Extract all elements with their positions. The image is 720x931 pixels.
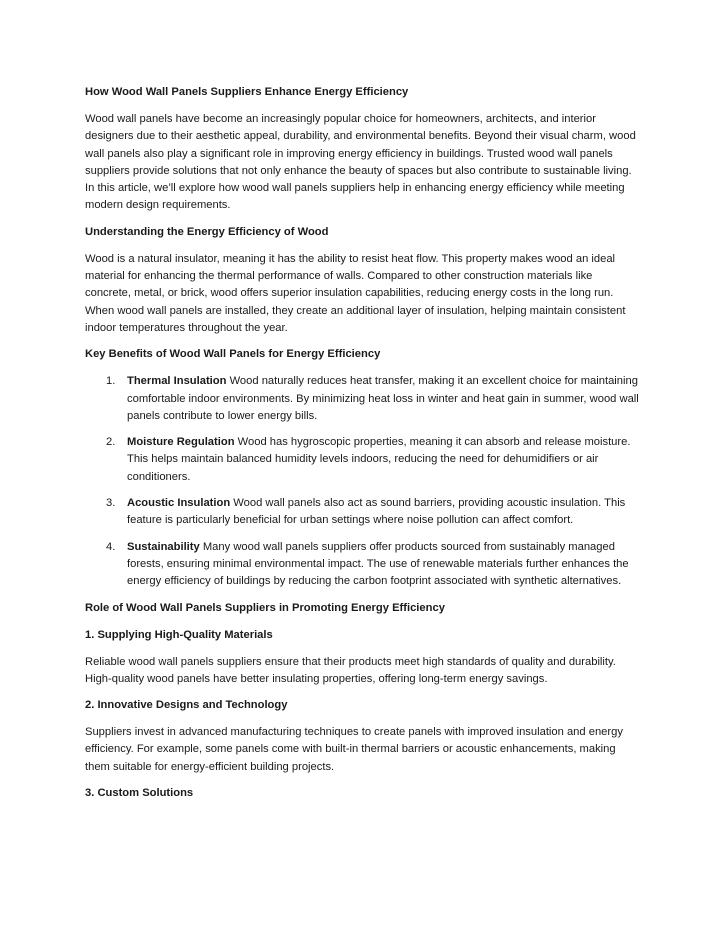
list-item-text: Many wood wall panels suppliers offer products sourced from sustainably managed forests, ensuring minimal environmental impact. The use of renewable materials further enhances the energy efficiency of buildings by reducing the carbon footprint associated with synthetic alternatives. xyxy=(127,540,629,588)
list-item-text: Wood wall panels also act as sound barriers, providing acoustic insulation. This feature is particularly beneficial for urban settings where noise pollution can affect comfort. xyxy=(127,497,626,527)
list-item xyxy=(85,373,640,425)
subheading-custom-solutions: 3. Custom Solutions xyxy=(85,787,194,800)
section-heading-supplier-role: Role of Wood Wall Panels Suppliers in Promoting Energy Efficiency xyxy=(85,601,445,614)
document-page xyxy=(85,84,640,812)
subheading-innovative-designs: 2. Innovative Designs and Technology xyxy=(85,699,288,712)
subheading-high-quality-materials: 1. Supplying High-Quality Materials xyxy=(85,628,273,641)
intro-paragraph: Wood wall panels have become an increasingly popular choice for homeowners, architects, and interior designers due to their aesthetic appeal, durability, and environmental benefits. Beyond their visual charm, wood wall panels also play a significant role in improving energy efficiency in buildings. Trusted wood wall panels suppliers provide solutions that not only enhance the beauty of spaces but also contribute to sustainable living. In this article, we’ll explore how wood wall panels suppliers help in enhancing energy efficiency while meeting modern design requirements. xyxy=(85,113,636,212)
section-heading-key-benefits: Key Benefits of Wood Wall Panels for Energy Efficiency xyxy=(85,348,381,361)
section-heading-energy-efficiency-of-wood: Understanding the Energy Efficiency of Wood xyxy=(85,225,329,238)
list-item-number: 2. xyxy=(106,436,116,449)
innovative-designs-paragraph: Suppliers invest in advanced manufacturing techniques to create panels with improved insulation and energy efficiency. For example, some panels come with built-in thermal barriers or acoustic enhancements, making them suitable for energy-efficient building projects. xyxy=(85,726,623,773)
list-item-number: 4. xyxy=(106,540,116,553)
list-item xyxy=(85,539,640,591)
list-item xyxy=(85,434,640,486)
list-item-number: 3. xyxy=(106,497,116,510)
energy-efficiency-paragraph: Wood is a natural insulator, meaning it has the ability to resist heat flow. This property makes wood an ideal material for enhancing the thermal performance of walls. Compared to other construction materials like concrete, metal, or brick, wood offers superior insulation capabilities, reducing energy costs in the long run. When wood wall panels are installed, they create an additional layer of insulation, helping maintain consistent indoor temperatures throughout the year. xyxy=(85,252,626,334)
list-item-text: Wood has hygroscopic properties, meaning it can absorb and release moisture. This helps maintain balanced humidity levels indoors, reducing the need for dehumidifiers or air conditioners. xyxy=(127,436,631,483)
article-title: How Wood Wall Panels Suppliers Enhance Energy Efficiency xyxy=(85,86,409,98)
list-item-title: Moisture Regulation xyxy=(127,436,235,449)
benefits-list xyxy=(85,373,640,590)
list-item-text: Wood naturally reduces heat transfer, making it an excellent choice for maintaining comfortable indoor environments. By minimizing heat loss in winter and heat gain in summer, wood wall panels contribute to lower energy bills. xyxy=(127,375,639,422)
list-item-title: Thermal Insulation xyxy=(127,375,227,388)
list-item-number: 1. xyxy=(106,375,116,388)
high-quality-materials-paragraph: Reliable wood wall panels suppliers ensure that their products meet high standards of quality and durability. High-quality wood panels have better insulating properties, offering long-term energy savings. xyxy=(85,655,616,685)
list-item xyxy=(85,495,640,530)
list-item-title: Sustainability xyxy=(127,540,200,553)
list-item-title: Acoustic Insulation xyxy=(127,497,231,510)
